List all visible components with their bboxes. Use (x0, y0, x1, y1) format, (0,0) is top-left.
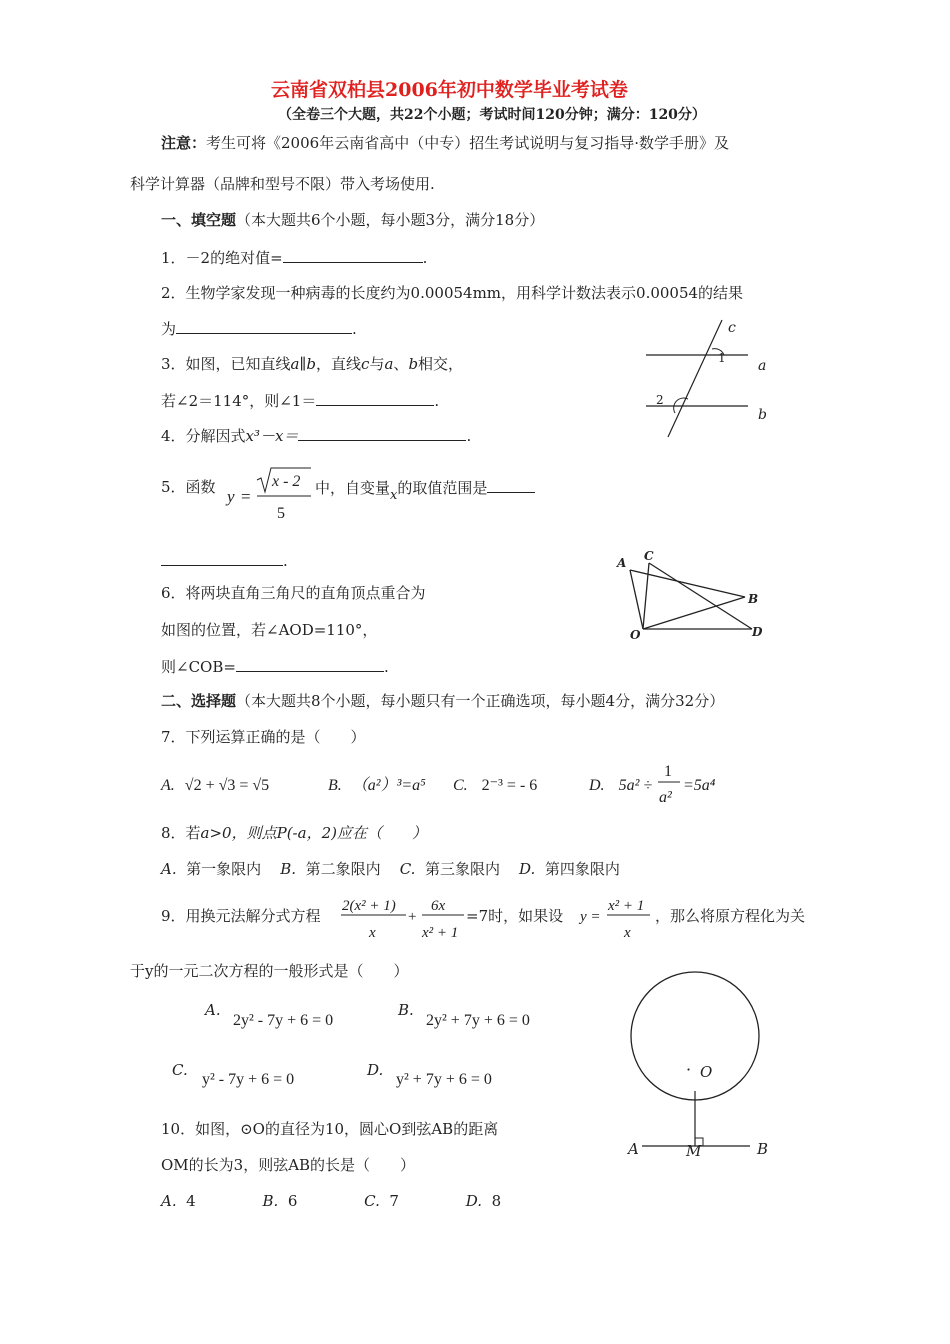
q7-d-expr-pre: 5a² ÷ (618, 777, 653, 794)
q1-text: 1．－2的绝对值= (161, 249, 283, 267)
q7-d-denominator: a² (659, 789, 672, 806)
q10-option-a[interactable] (161, 1192, 196, 1210)
exam-title: 云南省双柏县2006年初中数学毕业考试卷 (271, 79, 628, 101)
q5-denominator: 5 (277, 505, 285, 522)
q10-a-label: A. (161, 1192, 177, 1210)
q9-equation (340, 893, 470, 945)
q7-b-label: B. (328, 777, 342, 794)
q8-option-b[interactable] (280, 860, 380, 878)
q9-f3-denominator: x (624, 925, 631, 941)
q5-end: 的取值范围是 (397, 479, 488, 497)
q6-answer-blank[interactable] (236, 656, 384, 672)
label-B: B (757, 1140, 769, 1158)
question-7: 7．下列运算正确的是（ ） (161, 728, 366, 746)
q5-text-b (315, 477, 535, 503)
q9-f3-numerator: x² + 1 (608, 898, 645, 914)
section1-note: （本大题共6个小题，每小题3分，满分18分） (236, 211, 545, 229)
q9-option-d[interactable] (367, 1060, 383, 1080)
q9-text-a: 9．用换元法解分式方程 (161, 907, 321, 925)
question-8 (161, 823, 427, 843)
label-O: O (700, 1063, 713, 1081)
q9-option-b[interactable] (398, 1000, 414, 1020)
q8-text-c: P(-a，2)应在（ ） (276, 824, 427, 842)
q9-d-label: D. (367, 1061, 384, 1079)
q3-figure (640, 315, 790, 440)
q3-text-f: a (384, 355, 394, 373)
question-10-line-2: OM的长为3，则弦AB的长是（ ） (161, 1156, 416, 1174)
q7-option-b[interactable] (328, 776, 426, 796)
section1-title: 一、填空题 (161, 211, 237, 229)
line-c (668, 320, 722, 437)
q9-option-a[interactable] (205, 1000, 221, 1020)
q8-options (161, 859, 620, 879)
question-6-line-3: 则∠COB= . (161, 658, 389, 676)
notice-label: 注意： (161, 134, 207, 152)
label-M: M (686, 1142, 702, 1160)
q10-b-value: 6 (287, 1192, 298, 1210)
q9-text-b: =7时，如果设 (466, 907, 564, 925)
q5-answer-blank-1[interactable] (487, 477, 535, 493)
q7-c-label: C. (453, 777, 468, 794)
q4-expression: x³－x＝ (245, 427, 299, 445)
question-1: 1．－2的绝对值= . (161, 249, 428, 267)
q10-options (161, 1191, 501, 1211)
q10-figure (620, 960, 780, 1165)
q8-text-a: 8．若 (161, 824, 201, 842)
q7-a-expr: √2 + √3 = √5 (184, 777, 270, 794)
label-A: A (617, 556, 627, 570)
question-4: 4．分解因式x³－x＝ . (161, 427, 472, 445)
q10-b-label: B. (262, 1192, 279, 1210)
q8-a-text: 第一象限内 (186, 860, 262, 878)
label-angle-2: 2 (656, 393, 664, 407)
section2-note: （本大题共8个小题，每小题只有一个正确选项，每小题4分，满分32分） (236, 692, 725, 710)
q8-a-label: A. (161, 860, 177, 878)
question-6-line-2: 如图的位置，若∠AOD=110°， (161, 621, 378, 639)
q9-b-label: B. (398, 1001, 414, 1019)
q10-c-label: C. (364, 1192, 380, 1210)
q8-d-text: 第四象限内 (544, 860, 620, 878)
q9-f1-denominator: x (369, 925, 376, 941)
q7-d-numerator: 1 (664, 763, 672, 780)
q3-condition: 若∠2＝114°，则∠1＝ (161, 392, 317, 410)
section2-title: 二、选择题 (161, 692, 237, 710)
q8-text-b: a>0，则点 (200, 824, 277, 842)
circle-O (631, 972, 759, 1100)
question-2-line-2: 为 . (161, 320, 357, 338)
q5-answer-blank-2[interactable] (161, 550, 283, 566)
label-A: A (628, 1140, 639, 1158)
segment-OB (643, 597, 745, 629)
q8-option-c[interactable] (400, 860, 500, 878)
q8-option-d[interactable] (519, 860, 620, 878)
q5-line-2: . (161, 550, 288, 571)
q9-f2-numerator: 6x (431, 898, 446, 914)
q5-middle: 中，自变量 (315, 479, 391, 497)
q10-option-b[interactable] (262, 1192, 297, 1210)
q9-plus: + (408, 909, 417, 925)
q9-c-expr: y² - 7y + 6 = 0 (202, 1071, 295, 1088)
q3-text-g: 、 (393, 355, 409, 373)
q7-a-label: A. (161, 777, 175, 794)
q10-a-value: 4 (186, 1192, 196, 1210)
q3-text-b: a∥b (290, 355, 317, 373)
section1-heading (161, 210, 544, 230)
center-dot: · (686, 1060, 692, 1079)
q9-a-label: A. (205, 1001, 221, 1019)
q9-text-c: ，那么将原方程化为关 (655, 907, 806, 925)
q9-option-c[interactable] (172, 1060, 188, 1080)
q9-b-expr: 2y² + 7y + 6 = 0 (426, 1012, 530, 1029)
label-O: O (630, 628, 641, 642)
q9-a-expr: 2y² - 7y + 6 = 0 (233, 1012, 334, 1029)
q2-answer-blank[interactable] (176, 318, 352, 334)
label-D: D (752, 625, 763, 639)
label-c: c (728, 320, 736, 336)
question-2-line-1: 2．生物学家发现一种病毒的长度约为0.00054mm，用科学计数法表示0.00054的结果 (161, 284, 744, 302)
q1-answer-blank[interactable] (283, 247, 423, 263)
q8-b-text: 第二象限内 (305, 860, 381, 878)
exam-subtitle: （全卷三个大题，共22个小题；考试时间120分钟；满分：120分） (278, 107, 706, 123)
q10-option-c[interactable] (364, 1192, 399, 1210)
q8-d-label: D. (519, 860, 536, 878)
q6-figure (612, 545, 772, 645)
q4-answer-blank[interactable] (298, 425, 466, 441)
q3-answer-blank[interactable] (316, 390, 434, 406)
q9-f2-denominator: x² + 1 (422, 925, 459, 941)
q10-option-d[interactable] (466, 1192, 501, 1210)
q10-d-value: 8 (491, 1192, 502, 1210)
segment-CD (649, 563, 752, 629)
notice-line-1 (161, 133, 729, 153)
q7-option-a[interactable] (161, 776, 269, 796)
q4-text: 4．分解因式 (161, 427, 246, 445)
q7-d-label: D. (589, 777, 605, 794)
q9-line-2: 于y的一元二次方程的一般形式是（ ） (130, 962, 409, 980)
q7-d-result: =5a⁴ (683, 777, 716, 794)
q2-text: 为 (161, 320, 177, 338)
q7-b-expr: （a²）³=a⁵ (351, 777, 426, 794)
question-3-line-1 (161, 354, 463, 374)
q7-c-expr: 2⁻³ = - 6 (481, 777, 538, 794)
q8-b-label: B. (280, 860, 297, 878)
section2-heading (161, 691, 724, 711)
question-3-line-2: 若∠2＝114°，则∠1＝ . (161, 392, 440, 410)
label-a: a (758, 358, 767, 374)
q3-text-i: 相交， (418, 355, 464, 373)
q8-c-text: 第三象限内 (424, 860, 500, 878)
q7-option-c[interactable] (453, 776, 537, 796)
q5-radicand: x - 2 (272, 473, 301, 490)
q3-text-h: b (408, 355, 419, 373)
q6-text: 则∠COB= (161, 658, 236, 676)
notice-text: 考生可将《2006年云南省高中（中专）招生考试说明与复习指导·数学手册》及 (206, 134, 729, 152)
q3-text-e: 与 (369, 355, 385, 373)
q5-y: y (227, 487, 235, 506)
question-6-line-1: 6．将两块直角三角尺的直角顶点重合为 (161, 584, 426, 602)
label-angle-1: 1 (718, 351, 726, 365)
q5-equals: = (241, 487, 251, 506)
q8-option-a[interactable] (161, 860, 261, 878)
q7-d-fraction (656, 760, 736, 810)
label-B: B (748, 592, 759, 606)
q5-formula (225, 466, 315, 526)
q9-y-eq: y = (580, 909, 601, 925)
q10-d-label: D. (465, 1192, 483, 1210)
q9-c-label: C. (172, 1061, 188, 1079)
q7-option-d[interactable] (589, 776, 652, 796)
q5-text-a: 5．函数 (161, 478, 216, 496)
notice-line-2: 科学计算器（品牌和型号不限）带入考场使用. (130, 175, 435, 193)
label-C: C (644, 549, 654, 563)
question-10-line-1: 10．如图，⊙O的直径为10，圆心O到弦AB的距离 (161, 1120, 499, 1138)
q9-f1-numerator: 2(x² + 1) (342, 898, 396, 914)
q8-c-label: C. (399, 860, 416, 878)
q3-text-a: 3．如图，已知直线 (161, 355, 291, 373)
q3-text-c: ，直线 (316, 355, 362, 373)
q3-text-d: c (361, 355, 370, 373)
segment-OA (630, 570, 643, 629)
q9-substitution (578, 893, 656, 945)
q10-c-value: 7 (389, 1192, 399, 1210)
label-b: b (758, 407, 767, 423)
q5-variable: x (390, 488, 398, 503)
q9-d-expr: y² + 7y + 6 = 0 (396, 1071, 492, 1088)
